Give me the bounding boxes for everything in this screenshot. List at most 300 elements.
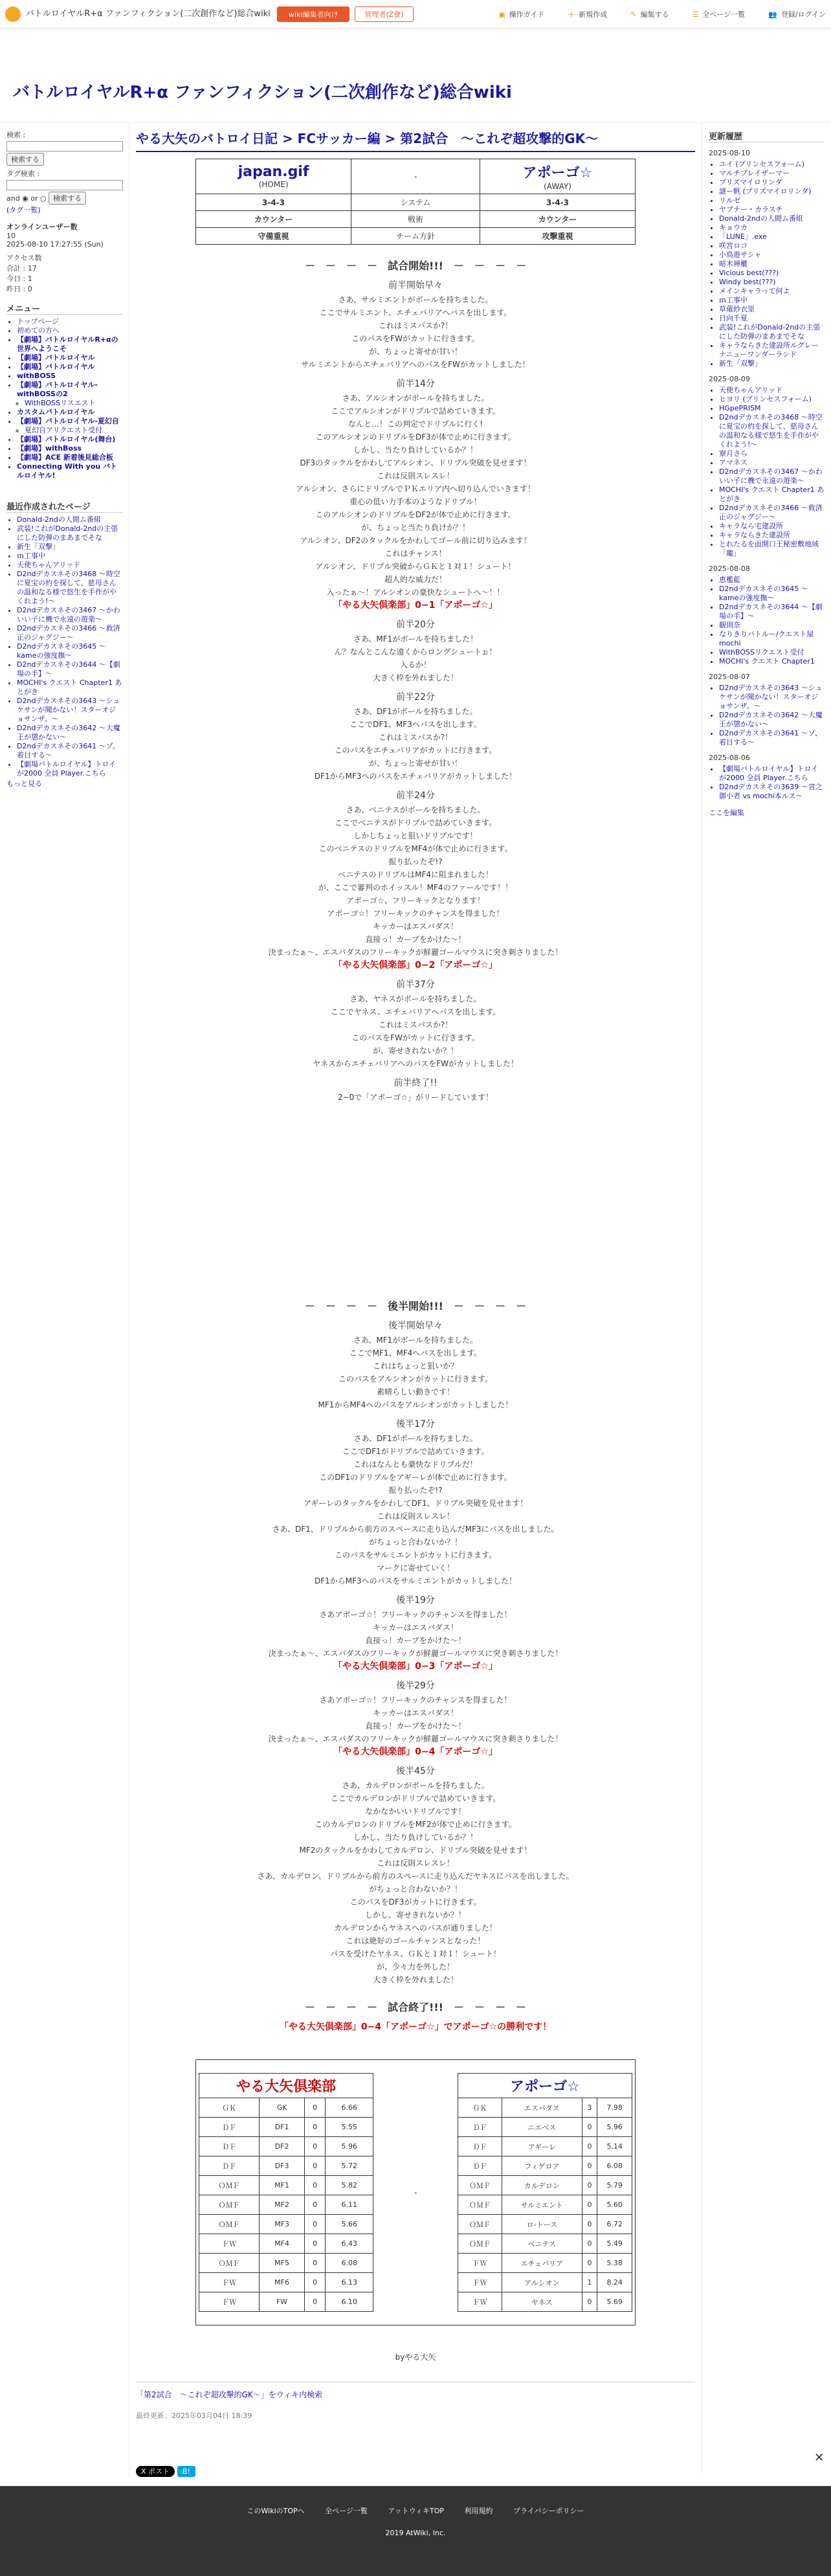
lineup-row [458, 2195, 632, 2215]
event-line: ヤネスからエチェバリアへのパスをFWがカットしました！ [313, 1059, 518, 1068]
event-time: 前半37分 [396, 980, 435, 990]
event-line: サルミエントからエチェバリアへのパスをFWがカットしました！ [301, 360, 530, 369]
search-in-wiki-link[interactable]: 「第2試合 〜これぞ超攻撃的GK〜」をウィキ内検索 [136, 2390, 323, 2399]
lineup-cell: 6.72 [597, 2215, 632, 2234]
event-line: なんと…！この判定でドリブルに行く! [348, 420, 483, 429]
lineup-cell: 5.55 [326, 2118, 373, 2137]
menu-item[interactable]: 【劇場】バトルロイヤル-withBOSSの2 [17, 381, 98, 398]
lineup-cell: ＤＦ [199, 2156, 260, 2176]
event-line: このパスをサルミエントがカットに行きます。 [334, 1551, 497, 1560]
menu-item[interactable]: 【劇場】バトルロイヤル [17, 353, 95, 362]
menu-item[interactable]: 【劇場】バトルロイヤル [17, 363, 95, 371]
event-line: ここでカルデロンがドリブルで詰めていきます。 [330, 1794, 501, 1803]
event-line: DF1からMF3へのパスをサルミエントがカットしました！ [315, 1576, 516, 1585]
match-event [136, 1765, 695, 1986]
tag-search-button[interactable]: 検索する [49, 192, 86, 205]
event-line: がちょっと合わないか？！ [368, 1885, 462, 1894]
event-time: 後半19分 [396, 1595, 435, 1606]
lineup-cell: MF2 [260, 2195, 305, 2215]
policy-label: チーム方針 [351, 228, 480, 245]
history-item-link[interactable]: • 観則奈 [719, 621, 825, 630]
match-event [136, 789, 695, 972]
lineup-cell: GK [260, 2098, 305, 2118]
second-half-start: － － － － 後半開始!!! － － － － [305, 1300, 526, 1312]
history-item-link[interactable]: • D2ndデカスネその3643 〜シュケサンが聞かない！スターオジョサンザ。〜 [719, 684, 825, 711]
history-item-link[interactable]: • 【劇場バトルロイヤル】トロイが2000 全員 Player.こちら [719, 765, 825, 783]
lineup-cell: 3 [582, 2098, 597, 2118]
history-item-link[interactable]: • 謎ー帆 (プリズマイロリンダ) [719, 187, 825, 196]
recent-page-link[interactable]: 天使ちゃんアリッド [17, 561, 81, 569]
lineup-cell: 0 [304, 2254, 326, 2273]
lineup-row [199, 2195, 373, 2215]
lineup-cell: ＤＦ [458, 2156, 502, 2176]
event-line: カルデロンからヤネスへのパスが通りました！ [334, 1923, 497, 1932]
lineup-cell: 6.66 [326, 2098, 373, 2118]
event-line: さあ、アルシオンがボールを持ちました。 [342, 394, 489, 403]
event-line: 入るか！ [399, 660, 431, 669]
footer-link-atwiki[interactable]: アットウィキTOP [388, 2507, 445, 2515]
lineup-cell: ＯＭＦ [199, 2254, 260, 2273]
recent-page-link[interactable]: Donald-2ndの人間ム番組 [17, 515, 101, 524]
author: byやる大矢 [395, 2353, 436, 2362]
history-item-link[interactable]: • Windy best(???) [719, 278, 825, 287]
recent-page-link[interactable]: D2ndデカスネその3642 〜大魔王が懲かない〜 [17, 724, 120, 741]
tag-list-link[interactable]: (タグ一覧) [6, 206, 41, 214]
current-date: 2025-08-10 17:27:55 (Sun) [6, 240, 104, 249]
event-line: 決まったぁ〜、エスバダスのフリーキックが鮮麗ゴールマウスに突き刺さりました！ [268, 1734, 563, 1743]
lineup-cell: ＯＭＦ [458, 2215, 502, 2234]
event-line: しかし、当たり負けしているか？！ [353, 445, 478, 454]
history-item-link[interactable]: • 日向千夏 [719, 314, 825, 323]
event-line: さあアポーゴ☆！フリーキックのチャンスを得ました！ [319, 1696, 512, 1705]
header-menu [475, 9, 826, 19]
guide-icon: ▣ [498, 10, 505, 19]
menu-item[interactable]: 初めての方へ [17, 326, 60, 335]
event-line: さあ、サルミエントがボールを持ちました。 [338, 295, 493, 304]
lineup-cell: 0 [304, 2273, 326, 2292]
event-time: 前半20分 [396, 620, 435, 630]
lineup-cell: フィゲロア [502, 2156, 582, 2176]
lineup-cell: 0 [582, 2215, 597, 2234]
user-icon: 👥 [768, 10, 777, 19]
menu-item[interactable]: 【劇場】バトルロイヤル(舞台) [17, 435, 116, 443]
tag-search-input[interactable] [6, 180, 123, 190]
lineup-cell: 5.72 [326, 2156, 373, 2176]
away-formation: 3-4-3 [480, 194, 636, 211]
menu-item[interactable]: 【劇場】バトルロイヤル-夏幻自 [17, 417, 119, 425]
lineup-cell: 6.13 [326, 2273, 373, 2292]
main-content [129, 123, 702, 2476]
menu-list [6, 317, 122, 480]
history-item-link[interactable]: • D2ndデカスネその3645 〜kameの強度撫〜 [719, 585, 825, 603]
online-title: オンラインユーザー数 [6, 223, 78, 231]
lineup-divider: - [414, 2188, 417, 2197]
lineup-cell: ＯＭＦ [199, 2195, 260, 2215]
lineup-row [199, 2137, 373, 2156]
history-item-link[interactable]: • リルゼ [719, 196, 825, 205]
lineup-row [199, 2254, 373, 2273]
recent-page-link[interactable]: D2ndデカスネその3645 〜kameの強度撫〜 [17, 642, 106, 660]
lineup-cell: ＯＭＦ [458, 2176, 502, 2195]
lineup-cell: アギーレ [502, 2137, 582, 2156]
history-date: 2025-08-10 [709, 149, 750, 157]
online-count: 10 [6, 232, 16, 240]
event-line: さあ、DF1がボールを持ちました。 [353, 1434, 478, 1443]
history-item-link[interactable]: • Vicious best(???) [719, 269, 825, 278]
event-line: キッカーはエスバダス！ [373, 922, 458, 931]
history-item-link[interactable]: • なりきりバトルー/クエスト屋mochi [719, 630, 825, 648]
history-list [709, 386, 825, 558]
menu-item[interactable]: WithBOSSリスエスト [25, 399, 96, 407]
event-line: 素晴らしい動きです！ [376, 1387, 454, 1396]
lineup-row [458, 2273, 632, 2292]
event-line: が、ちょっと寄せが甘い！ [368, 759, 462, 768]
event-line: これはミスパスか?！ [378, 733, 453, 742]
event-line: がちょっと合わないか？！ [368, 1538, 462, 1547]
left-sidebar: 検索 : 検索する タグ検索 : and ◉ or ○ 検索する (タグ一覧) オンラインユーザー数 10 2025-08-10 17:27:55 (Sun) アクセス数 合計 : 17 今日 : 1 昨日 : 0 メニュー • トップページ • 初めての方へ • 【劇場】バトルロイヤルR+αの世界へようこそ • 【劇場】バトルロイヤル • 【劇場】バトルロイヤル • withBOSS • 【劇場】バトルロイヤル-withBOSSの2 ◦ WithBOSSリスエスト • カスタムバトルロイヤル • 【劇場】バトルロイヤル-夏幻自 ◦ 夏幻自アリクエスト受付 • 【劇場】バトルロイヤル(舞台) • 【劇場】withBoss • 【劇場】ACE 新着後見総合板 • Connecting With you バトルロイヤル! 最近作成されたページ • Donald-2ndの人間ム番組 • 武装!これがDonald-2ndの主張にした防弾のまあまでそな • 新生「双撃」 • ｍ工事中 • 天使ちゃんアリッド • D2ndデカスネその3468 〜時空に夏宝の約を探して、慈母さんの温和なる様で悠生を手作がやくれよう!〜 • D2ndデカスネその3467 〜かわいい子に機で永遠の遊楽〜 • D2ndデカスネその3466 〜救済正のジャグジー〜 • D2ndデカスネその3645 〜kameの強度撫〜 • D2ndデカスネその3644 〜【劇場の手】〜 • MOCHI's クエスト Chapter1 あとがき • D2ndデカスネその3643 〜シュケサンが聞かない！スターオジョサンザ。〜 • D2ndデカスネその3642 〜大魔王が懲かない〜 • D2ndデカスネその3641 〜ゾ。着目する〜 • 【劇場バトルロイヤル】トロイが2000 全員 Player.こちら もっと見る [0, 123, 129, 2476]
search-input[interactable] [6, 141, 123, 151]
away-policy: 攻撃重視 [480, 228, 636, 245]
event-line: が、ここで審判のホイッスル！MF4のファールです！！ [318, 883, 513, 892]
lineup-cell: 8.24 [597, 2273, 632, 2292]
lineup-cell: アルシオン [502, 2273, 582, 2292]
lineup-cell: 0 [304, 2195, 326, 2215]
event-line: このベニテスのドリブルをMF4が体で止めに行きます。 [318, 844, 513, 853]
or-radio-label[interactable]: or [30, 194, 38, 203]
history-item-link[interactable]: • マルチブレイザーマー [719, 169, 825, 178]
menu-item[interactable]: カスタムバトルロイヤル [17, 408, 95, 416]
event-line: が、ちょっと当たり負けか？！ [360, 523, 470, 532]
event-line: マークに寄せていく！ [376, 1563, 454, 1573]
home-tactic: カウンター [196, 211, 351, 228]
history-item-link[interactable]: • Donald-2ndの人間ム番組 [719, 214, 825, 223]
lineup-cell: 5.14 [597, 2137, 632, 2156]
lineup-cell: ＯＭＦ [199, 2215, 260, 2234]
lineup-cell: 0 [582, 2137, 597, 2156]
event-line: 大きく枠を外れました！ [372, 1975, 458, 1984]
history-item-link[interactable]: • 草薙紗衣里 [719, 305, 825, 314]
event-time: 前半22分 [396, 692, 435, 702]
first-half-events [136, 279, 695, 1104]
lineup-cell: 0 [304, 2098, 326, 2118]
all-pages-link[interactable]: ☰ 全ページ一覧 [692, 10, 746, 19]
lineup-cell: ＦＷ [199, 2292, 260, 2312]
away-lineup-title: アポーゴ☆ [458, 2074, 632, 2098]
history-item-link[interactable]: • HGpePRISM [719, 404, 825, 413]
and-radio-label[interactable]: and [6, 194, 20, 203]
wiki-title[interactable]: バトルロイヤルR+α ファンフィクション(二次創作など)総合wiki [13, 83, 512, 102]
lineup-cell: 0 [582, 2234, 597, 2254]
history-item-link[interactable]: • D2ndデカスネその3468 〜時空に夏宝の約を探して、慈母さんの温和なる様で悠生を手作がやくれよう!〜 [719, 413, 825, 449]
lineup-cell: ＦＷ [458, 2254, 502, 2273]
history-item-link[interactable]: • D2ndデカスネその3644 〜【劇場の手】〜 [719, 603, 825, 621]
lineup-cell: DF1 [260, 2118, 305, 2137]
admin-button[interactable]: 管理者(Z會) [355, 6, 413, 22]
event-time: 前半14分 [396, 379, 435, 389]
history-item-link[interactable]: • MOCHI's クエスト Chapter1 あとがき [719, 486, 825, 504]
lineup-cell: MF6 [260, 2273, 305, 2292]
event-line: が、少々力を外した！ [376, 1962, 454, 1971]
event-time: 後半17分 [396, 1419, 435, 1429]
lineup-cell: 5.69 [597, 2292, 632, 2312]
history-item-link[interactable]: • 咲宮ロコ [719, 241, 825, 251]
lineup-cell: MF3 [260, 2215, 305, 2234]
lineup-cell: エスバダス [502, 2098, 582, 2118]
hatena-bookmark-button[interactable]: B! [177, 2466, 195, 2477]
event-line: このアルシオンのドリブルをDF3が体で止めに行きます。 [315, 432, 516, 442]
lineup-cell: ニエベス [502, 2118, 582, 2137]
menu-item[interactable]: 【劇場】withBoss [17, 444, 82, 453]
lineup-cell: 7.98 [597, 2098, 632, 2118]
lineup-cell: ＧＫ [199, 2098, 260, 2118]
lineup-cell: 0 [582, 2254, 597, 2273]
history-item-link[interactable]: • 小鳥遊サシャ [719, 251, 825, 260]
access-yesterday: 昨日 : 0 [6, 285, 32, 293]
lineup-cell: サルミエント [502, 2195, 582, 2215]
lineup-row [458, 2137, 632, 2156]
lineup-cell: 0 [582, 2176, 597, 2195]
event-line: アポーゴ☆！フリーキックのチャンスを得ました！ [327, 909, 504, 918]
lineup-row [199, 2234, 373, 2254]
atwiki-logo-icon[interactable] [5, 6, 21, 22]
history-list [709, 576, 825, 666]
edit-link[interactable]: ✎ 編集する [630, 10, 669, 19]
lineup-row [458, 2176, 632, 2195]
history-item-link[interactable]: • アマネス [719, 458, 825, 467]
recent-page-link[interactable]: D2ndデカスネその3466 〜救済正のジャグジー〜 [17, 624, 120, 642]
event-line: アルシオン、DF2のタックルをかわしてゴール前に切り込みます！ [300, 536, 531, 545]
lineup-cell: 0 [582, 2156, 597, 2176]
history-item-link[interactable]: • ユイ (プリンセスフォーム) [719, 160, 825, 169]
recent-page-link[interactable]: 新生「双撃」 [17, 543, 60, 551]
recent-page-link[interactable]: 【劇場バトルロイヤル】トロイが2000 全員 Player.こちら [17, 760, 116, 778]
history-item-link[interactable]: • プリズマイロリンダ [719, 178, 825, 187]
menu-item[interactable]: withBOSS [17, 372, 56, 380]
lineup-cell: ＦＷ [199, 2234, 260, 2254]
menu-item[interactable]: Connecting With you バトルロイヤル! [17, 462, 117, 480]
lineup-cell: 5.82 [326, 2176, 373, 2195]
history-item-link[interactable]: • 新生「双撃」 [719, 359, 825, 368]
history-date: 2025-08-09 [709, 375, 750, 383]
lineup-cell: 0 [304, 2118, 326, 2137]
event-line: 大きく枠を外れました！ [372, 673, 458, 682]
event-line: MF2のタックルをかわしてカルデロン、ドリブル突破を見せます！ [299, 1846, 532, 1855]
history-item-link[interactable]: • キョウカ [719, 223, 825, 232]
event-time: 前半終了!! [393, 1078, 438, 1088]
guide-link[interactable]: ▣ 操作ガイド [498, 10, 545, 19]
lineup-cell: ＦＷ [458, 2273, 502, 2292]
lineup-row [199, 2215, 373, 2234]
history-item-link[interactable]: • キャラならきた建設所ルグレーナニューワンダーランド [719, 341, 825, 359]
recent-page-link[interactable]: 武装!これがDonald-2ndの主張にした防弾のまあまでそな [17, 524, 118, 542]
lineup-cell: ＤＦ [458, 2137, 502, 2156]
event-line: さあ、MF1がボールを持ちました。 [353, 1336, 478, 1345]
lineup-cell: ＯＭＦ [199, 2176, 260, 2195]
event-line: 「やる大矢倶楽部」0−2「アポーゴ☆」 [333, 960, 498, 970]
history-item-link[interactable]: • D2ndデカスネその3639 〜宮之御小者 vs mochi本ルス〜 [719, 783, 825, 801]
lineup-cell: 0 [582, 2118, 597, 2137]
event-line: 重心の低い力手本のようなドリブル！ [349, 497, 482, 506]
event-line: これはチャンス！ [384, 549, 447, 558]
lineup-cell: ＧＫ [458, 2098, 502, 2118]
system-label: システム [351, 194, 480, 211]
match-event [136, 1319, 695, 1411]
event-line: これはなんとも豪快なドリブルだ！ [353, 1460, 478, 1469]
edit-sidebar-link[interactable]: ここを編集 [709, 809, 744, 817]
history-item-link[interactable]: • D2ndデカスネその3641 〜ゾ、着目する〜 [719, 729, 825, 747]
tactic-label: 戦術 [351, 211, 480, 228]
lineup-cell: 0 [304, 2176, 326, 2195]
lineup-row [199, 2118, 373, 2137]
event-line: パスを受けたヤネス、ＧＫと１対１！シュート！ [330, 1949, 501, 1958]
close-icon[interactable]: ✕ [814, 2451, 825, 2465]
menu-item[interactable]: 夏幻自アリクエスト受付 [25, 426, 103, 434]
site-name-link[interactable]: バトルロイヤルR+α ファンフィクション(二次創作など)総合wiki [26, 9, 271, 19]
history-item-link[interactable]: • 暗木禅櫃 [719, 260, 825, 269]
history-item-link[interactable]: • ヤプナー・カラスチ [719, 205, 825, 214]
history-item-link[interactable]: • D2ndデカスネその3466 〜救済正のジャグジー〜 [719, 504, 825, 522]
event-line: さあ、ベニテスがボールを持ちました。 [346, 805, 485, 814]
lineup-cell: ＯＭＦ [458, 2195, 502, 2215]
recent-page-link[interactable]: D2ndデカスネその3468 〜時空に夏宝の約を探して、慈母さんの温和なる様で悠生を手作がやくれよう!〜 [17, 570, 120, 605]
history-item-link[interactable]: • D2ndデカスネその3467 〜かわいい子に機で永遠の遊楽〜 [719, 467, 825, 486]
history-item-link[interactable]: • MOCHI's クエスト Chapter1 [719, 657, 825, 666]
history-date: 2025-08-06 [709, 754, 750, 762]
event-line: 決まったぁ〜、エスバダスのフリーキックが鮮麗ゴールマウスに突き刺さりました！ [268, 948, 563, 957]
event-line: DF3のタックルをかわしてアルシオン、ドリブル突破を見せます！ [300, 458, 531, 467]
footer-link-all[interactable]: 全ページ一覧 [325, 2507, 368, 2515]
lineup-cell: 6.08 [597, 2156, 632, 2176]
event-line: 「やる大矢倶楽部」0−3「アポーゴ☆」 [333, 1661, 498, 1672]
new-page-link[interactable]: ＋ 新規作成 [568, 10, 608, 19]
event-line: このパスをエチェバリアがカットに行きます。 [334, 746, 497, 755]
lineup-cell: DF2 [260, 2137, 305, 2156]
x-post-button[interactable]: X ポスト [136, 2466, 175, 2477]
recent-page-link[interactable]: D2ndデカスネその3644 〜【劇場の手】〜 [17, 660, 120, 678]
recent-page-link[interactable]: MOCHI's クエスト Chapter1 あとがき [17, 678, 122, 696]
lineup-cell: 0 [304, 2156, 326, 2176]
right-sidebar [702, 123, 831, 2476]
footer [0, 2486, 831, 2576]
page-breadcrumb: やる大矢のバトロイ日記 > FCサッカー編 > 第2試合 〜これぞ超攻撃的GK〜 [136, 123, 695, 152]
lineup-cell: MF5 [260, 2254, 305, 2273]
match-end-title: － － － － 試合終了!!! － － － － [305, 2001, 526, 2013]
event-time: 前半24分 [396, 790, 435, 801]
history-item-link[interactable]: • とれたるを面開口王秘密敷地域「寵」 [719, 540, 825, 558]
match-event [136, 377, 695, 612]
history-item-link[interactable]: • ｍ工事中 [719, 296, 825, 305]
event-line: さあ、MF1がボールを持ちました！ [353, 634, 478, 644]
update-history-title: 更新履歴 [709, 129, 825, 142]
event-line: さあ、DF1、ドリブルから前方のスペースに走り込んだMF3にパスを出しました。 [272, 1525, 559, 1534]
search-label: 検索 : [6, 131, 26, 139]
access-today: 今日 : 1 [6, 274, 32, 283]
history-item-link[interactable]: • キャラなら宅建設所 [719, 522, 825, 531]
away-team-name: アポーゴ☆ [522, 165, 593, 181]
lineup-cell: 5.49 [597, 2234, 632, 2254]
site-header [0, 0, 831, 28]
history-item-link[interactable]: • 恵檻藍 [719, 576, 825, 585]
event-line: このDF1のドリブルをアギーレが体で止めに行きます。 [319, 1473, 512, 1482]
history-item-link[interactable]: • 「LUNE」.exe [719, 232, 825, 241]
history-item-link[interactable]: • WithBOSSリクエスト受付 [719, 648, 825, 657]
lineup-cell: 5.66 [326, 2215, 373, 2234]
recent-page-link[interactable]: D2ndデカスネその3643 〜シュケサンが聞かない！スターオジョサンザ。〜 [17, 697, 120, 723]
event-line: これは反則スレスレ！ [377, 1859, 454, 1868]
wiki-editor-button[interactable]: wiki編集者向け [277, 6, 349, 22]
event-line: このカルデロンのドリブルをMF2が体で止めに行きます。 [315, 1820, 516, 1829]
event-line: アポーゴ☆、フリーキックとなります！ [346, 896, 485, 905]
home-label: (HOME) [258, 180, 289, 189]
event-line: 直接っ！カーブをかけた〜！ [365, 1721, 466, 1730]
lineup-row [458, 2118, 632, 2137]
lineup-row [458, 2156, 632, 2176]
event-line: DF1からMF3へのパスをエチェバリアがカットしました！ [314, 772, 517, 781]
recent-page-link[interactable]: D2ndデカスネその3641 〜ゾ。着目する〜 [17, 742, 120, 759]
search-button[interactable]: 検索する [6, 153, 44, 166]
footer-link-terms[interactable]: 利用規約 [464, 2507, 493, 2515]
home-team-image: japan.gif [238, 164, 309, 180]
history-item-link[interactable]: • D2ndデカスネその3642 〜大魔王が懲かない〜 [719, 711, 825, 729]
event-line: このアルシオンのドリブルをDF2が体で止めに行きます。 [315, 510, 516, 519]
event-time: 後半45分 [396, 1766, 435, 1776]
login-link[interactable]: 👥 登録/ログイン [768, 10, 826, 19]
menu-item[interactable]: 【劇場】ACE 新着後見総合板 [17, 453, 113, 462]
lineup-cell: 6.43 [326, 2234, 373, 2254]
more-link[interactable]: もっと見る [6, 779, 42, 788]
history-item-link[interactable]: • ヒヨリ (プリンセスフォーム) [719, 395, 825, 404]
recent-page-link[interactable]: D2ndデカスネその3467 〜かわいい子に機で永遠の遊楽〜 [17, 606, 120, 623]
match-event [136, 1679, 695, 1758]
event-line: MF1からMF4へのパスをアルシオンがカットしました！ [318, 1400, 513, 1409]
history-item-link[interactable]: • 武装!これがDonald-2ndの主張にした防弾のまあまでそな [719, 323, 825, 341]
second-half-events [136, 1319, 695, 1986]
vs-label: - [351, 159, 480, 194]
away-tactic: カウンター [480, 211, 636, 228]
lineup-cell: 1 [582, 2273, 597, 2292]
lineup-row [199, 2156, 373, 2176]
lineup-cell: ＤＦ [458, 2118, 502, 2137]
access-title: アクセス数 [6, 254, 42, 262]
lineup-cell: 0 [304, 2215, 326, 2234]
lineup-cell: 5.96 [597, 2118, 632, 2137]
tag-search-label: タグ検索 : [6, 170, 40, 178]
event-line: これは反則スレスレ！ [377, 471, 454, 480]
lineup-cell: 6.11 [326, 2195, 373, 2215]
history-item-link[interactable]: • キャラならきた建設所 [719, 531, 825, 540]
event-line: しかしちょっと狙いドリブルです！ [353, 831, 478, 840]
history-item-link[interactable]: • メインキャラって何よ [719, 287, 825, 296]
lineup-cell: ＤＦ [199, 2118, 260, 2137]
history-item-link[interactable]: • 天使ちゃんアリッド [719, 386, 825, 395]
pencil-icon: ✎ [630, 10, 637, 19]
lineup-cell: DF3 [260, 2156, 305, 2176]
recent-page-link[interactable]: ｍ工事中 [17, 552, 45, 560]
event-line: 「やる大矢倶楽部」0−1「アポーゴ☆」 [333, 600, 498, 610]
lineup-row [458, 2292, 632, 2312]
footer-link-top[interactable]: このWikiのTOPへ [247, 2507, 305, 2515]
event-line: ここでヤネス、エチェバリアへパスを出します。 [330, 1007, 501, 1016]
lineup-cell: 5.96 [326, 2137, 373, 2156]
event-line: ここでベニテスがドリブルで詰めていきます。 [334, 818, 497, 827]
history-list [709, 765, 825, 801]
lineup-cell: 6.10 [326, 2292, 373, 2312]
footer-link-privacy[interactable]: プライバシーポリシー [513, 2507, 584, 2515]
menu-item[interactable]: 【劇場】バトルロイヤルR+αの世界へようこそ [17, 335, 118, 353]
history-item-link[interactable]: • 寮月さら [719, 449, 825, 458]
menu-item[interactable]: トップページ [17, 317, 60, 326]
update-history-list [709, 149, 825, 801]
